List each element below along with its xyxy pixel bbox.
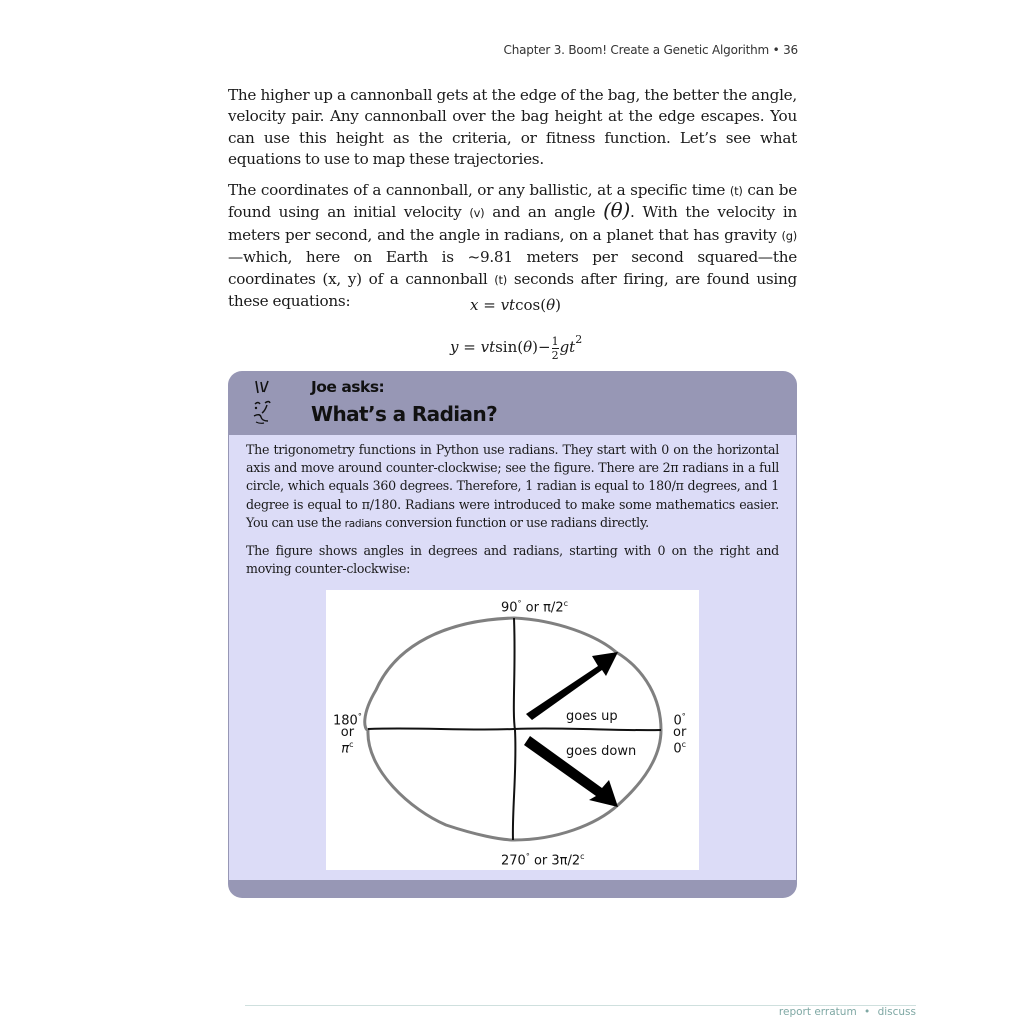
eq-sign: = [458,338,481,356]
eq-var: vt [480,338,496,356]
eq-sign: = [478,296,501,314]
goes-down-label: goes down [566,744,637,759]
sidebar-header [228,371,797,435]
eq-lhs: y [450,338,459,356]
running-head [500,43,798,57]
eq-gt: gt [559,338,576,356]
equation-y [450,333,582,362]
eq-lhs: x [470,296,479,314]
joe-face-icon [250,377,280,427]
text-run: conversion function or use radians directly. [381,514,649,530]
chapter-title: Chapter 3. Boom! Create a Genetic Algorithm [503,43,769,57]
frac-num: 1 [551,334,559,348]
radian-sup: c [681,740,686,750]
report-erratum-link[interactable]: report erratum [778,1006,857,1018]
radian-sup: c [349,740,354,750]
or-text: or [673,725,687,741]
equation-x [470,296,561,314]
eq-close: )− [532,338,551,356]
goes-up-label: goes up [566,709,618,724]
joe-asks-sidebar [228,371,797,898]
paragraph-coordinates [228,180,797,312]
or-text: or [340,725,355,741]
radian-figure [326,590,699,870]
fraction-half [552,335,559,362]
text-run: seconds after firing, are found using these equations: [228,269,797,311]
var-t: (t) [729,184,743,198]
text-run: can be found using an initial velocity [228,181,797,222]
degree-sign: ° [681,712,686,721]
page-number: 36 [783,43,798,57]
rad-value: or 3π/2 [529,853,581,869]
sidebar-body [229,435,796,880]
radian-diagram [326,590,699,870]
footer-separator: • [864,1006,871,1018]
degree-sign: ° [525,852,530,861]
sidebar-paragraph-radians [246,441,779,533]
var-v: (v) [469,206,485,221]
label-270 [501,851,585,867]
radian-sup: c [580,852,585,861]
var-theta: (θ) [603,198,631,223]
eq-exponent: 2 [575,333,583,346]
text-run: The coordinates of a cannonball, or any ballistic, at a specific time [228,181,730,199]
eq-func: sin( [495,338,524,356]
paragraph-fitness: The higher up a cannonball gets at the edge of the bag, the better the angle, velocity pair. Any cannonball over the bag height at the edge escapes. You can use this height as the criteria, or fitness function. Let’s see what equations to use to map these trajectories. [228,86,797,169]
var-t: (t) [494,272,508,287]
eq-theta: θ [523,338,533,356]
text-run: —which, here on Earth is ~9.81 meters per second squared—the coordinates (x, y) of a cannonball [228,248,797,288]
eq-theta: θ [546,296,556,314]
rad-value: 0 [673,741,682,757]
rad-value: π [341,741,350,757]
sidebar-paragraph-figure-intro: The figure shows angles in degrees and radians, starting with 0 on the right and moving counter-clockwise: [246,543,779,577]
frac-den: 2 [551,348,559,362]
sidebar-title: What’s a Radian? [311,402,498,426]
text-run: The trigonometry functions in Python use radians. They start with 0 on the horizontal axis and move around counter-clockwise; see the figure. There are 2π radians in a full circle, which equals 360 degrees. Therefore, 1 radian is equal to 180/π degrees, and 1 degree is equal to π/180. Radians were introduced to make some mathematics easier. You can use the [246,442,779,530]
degree-sign: ° [357,712,362,721]
deg-value: 180 [333,713,358,729]
text-run: and an angle [484,203,604,222]
rad-value: or π/2 [521,600,564,616]
code-radians: radians [344,517,382,530]
label-180 [333,711,362,756]
var-g: (g) [781,228,797,243]
eq-var: vt [500,296,516,314]
running-head-separator: • [772,43,780,57]
sidebar-kicker: Joe asks: [311,378,385,396]
label-0 [673,711,686,756]
deg-value: 0 [673,713,682,729]
radian-sup: c [563,599,568,608]
deg-value: 270 [501,853,526,869]
label-90 [501,598,568,614]
eq-func: cos( [515,296,547,314]
deg-value: 90 [501,600,518,616]
footer-links [779,1006,916,1018]
text-run: . With the velocity in meters per second, and the angle in radians, on a planet that has gravity [228,203,798,244]
discuss-link[interactable]: discuss [877,1006,916,1018]
degree-sign: ° [517,599,522,608]
eq-close: ) [555,296,561,314]
